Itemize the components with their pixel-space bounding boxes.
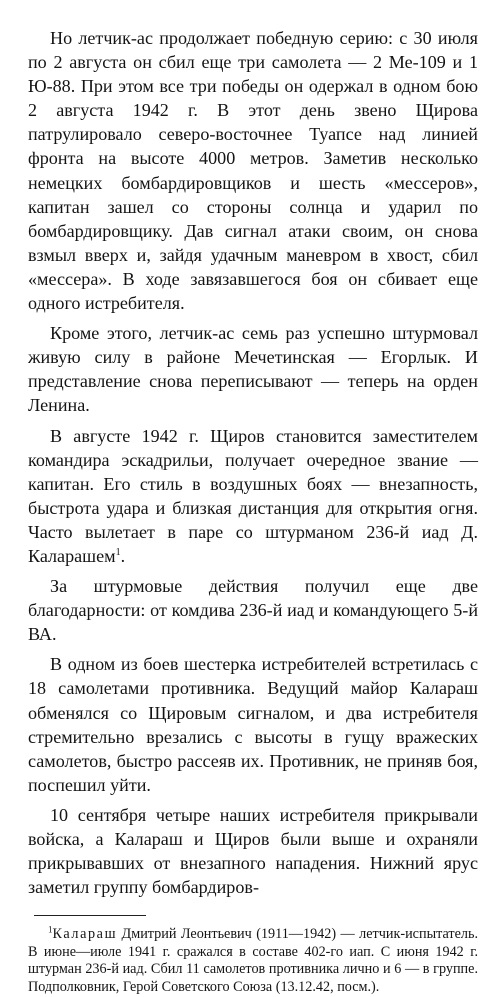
- paragraph-5: В одном из боев шестерка истребителей встретилась с 18 самолетами противника. Ведущий майор Калараш обменялся со Щировым сигналом, и два истребителя стремительно врезались с высоты в гущу вражеских самолетов, быстро рассеяв их. Противник, не приняв боя, поспешил уйти.: [28, 654, 478, 795]
- paragraph-3: В августе 1942 г. Щиров становится заместителем командира эскадрильи, получает очередное звание — капитан. Его стиль в воздушных боях — внезапность, быстрота удара и близкая дистанция для открытия огня. Часто вылетает в паре со штурманом 236-й иад Д. Каларашем$^1$.: [28, 425, 478, 566]
- footnote-divider: [34, 915, 146, 916]
- paragraph-2: Кроме этого, летчик-ас семь раз успешно штурмовал живую силу в районе Мечетинская — Егорлык. И представление снова переписывают — теперь на орден Ленина.: [28, 323, 478, 416]
- footnote-text: Дмитрий Леонтьевич (1911—1942) — летчик-испытатель. В июне—июле 1941 г. сражался в составе 402-го иап. С июня 1942 г. штурман 236-й иад. Сбил 11 самолетов противника лично и 6 — в группе. Подполковник, Герой Советского Союза (13.12.42, посм.).: [28, 926, 478, 996]
- paragraph-4: За штурмовые действия получил еще две благодарности: от комдива 236-й иад и командующего 5-й ВА.: [28, 576, 478, 645]
- paragraph-1: Но летчик-ас продолжает победную серию: с 30 июля по 2 августа он сбил еще три самолета — 2 Ме-109 и 1 Ю-88. При этом все три победы он одержал в одном бою 2 августа 1942 г. В этот день звено Щирова патрулировало северо-восточнее Туапсе над линией фронта на высоте 4000 метров. Заметив несколько немецких бомбардировщиков и шесть «мессеров», капитан зашел со стороны солнца и ударил по бомбардировщику. Дав сигнал атаки своим, он снова взмыл вверх и, зайдя удачным маневром в хвост, сбил «мессера». В ходе завязавшегося боя он сбивает еще одного истребителя.: [28, 28, 478, 314]
- paragraph-6: 10 сентября четыре наших истребителя прикрывали войска, а Калараш и Щиров были выше и охраняли прикрывавших от внезапного нападения. Нижний ярус заметил группу бомбардиров-: [28, 804, 478, 898]
- paragraph-3-text: В августе 1942 г. Щиров становится заместителем командира эскадрильи, получает очередное звание — капитан. Его стиль в воздушных боях — внезапность, быстрота удара и близкая дистанция для открытия огня. Часто вылетает в паре со штурманом 236-й иад Д. Каларашем: [28, 425, 478, 566]
- footnote: [28, 926, 478, 996]
- footnote-number: 1: [48, 924, 53, 935]
- footnote-reference: 1: [115, 546, 121, 558]
- footnote-surname: Калараш: [52, 926, 118, 943]
